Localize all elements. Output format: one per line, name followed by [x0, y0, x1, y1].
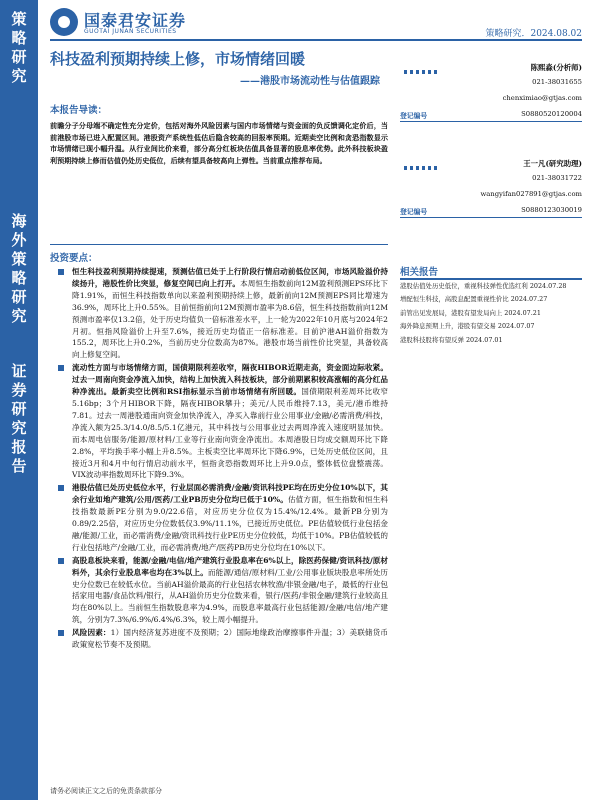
related-report-item[interactable]	[400, 309, 582, 318]
key-point-item	[58, 482, 388, 553]
guide-body: 前瞻分子分母端不确定性充分定价，包括对海外风险因素与国内市场情绪与资金面的负反馈调化定价后，当前港股市场已进入配置区间。港股资产系统性低估后隐含较高的回报率预期。近期卖空比例和贪恐指数显示市场情绪已现小幅升温。从行业间比价来看，部分高分红板块估值具备显著的股息率优势。此外科技板块盈利预期持续上修而估值仍处历史低位，后续有望具备较高向上弹性。当前重点推荐布局。	[50, 121, 388, 165]
analyst-name: 陈熙淼(分析师)	[530, 63, 582, 72]
key-point-item	[58, 627, 388, 651]
related-report-title[interactable]: 海外降息预期上升，港股有望交易	[400, 322, 496, 331]
analyst-reg-label: 登记编号	[400, 112, 428, 120]
key-points-heading: 投资要点：	[50, 253, 98, 264]
related-report-title[interactable]: 港股估值处历史低位，重视科技弹性优选红利	[400, 282, 528, 290]
analyst-divider	[400, 217, 582, 218]
key-point-item	[58, 266, 388, 361]
key-point-body: 本周恒生指数前向12M盈利预测EPS环比下降1.91%，而恒生科技指数单向以来盈利预期持续上修，最新前向12M预测EPS同比增速为36.9%，周环比上升0.55%。目前恒指前向12M预测市盈率为8.6倍，恒生科技指数前向12M预测市盈率仅13.2倍，处于历史均值负一倍标准差水平，上一轮为2022年10月底与2024年2月初。恒指风险溢价上升至7.6%，接近历史均值正一倍标准差。目前沪港AH溢价指数为155.2，周环比上升0.2%，当前历史分位数高为87%。港股市场当前性价比突显，具备较高向上修复空间。	[72, 278, 389, 360]
related-reports-heading: 相关报告	[400, 267, 439, 278]
related-reports-list	[400, 282, 582, 349]
analyst-email[interactable]: chenximiao@gtjas.com	[502, 94, 582, 102]
analyst-reg-number: S0880520120004	[521, 110, 582, 118]
square-bullet-icon	[58, 269, 64, 275]
analyst-email[interactable]: wangyifan027891@gtjas.com	[480, 190, 582, 198]
analyst-reg-number: S0880123030019	[521, 206, 582, 214]
analyst-card	[400, 62, 582, 124]
sidebar-label-report: 证券研究报告	[11, 362, 27, 475]
related-report-date: 2024.07.21	[504, 308, 541, 317]
company-logo	[50, 6, 250, 38]
header-divider	[50, 39, 582, 41]
related-report-item[interactable]	[400, 295, 582, 304]
key-point-body: 国债期限利差周环比收窄5.16bp；3个月HIBOR下降，隔夜HIBOR攀升；美元/人民币维持7.13，美元/港币维持7.81。过去一周港股通南向资金加快净流入，净买入靠前行业公用事业/金融/必需消费/科技，净流入额为25.3/14.0/8.5/5.1亿港元，其中科技与公用事业过去两周净流入速度明显加快。而本周电信服务/能源/原材料/工业等行业南向资金净流出。本周港股日均成交额周环比下降2.8%，平均换手率小幅上升8.5%。主板卖空比率周环比下降6.9%，已处历史低位区间，且接近3月和4月中旬行情启动前水平，恒指贪恐指数周环比上升9.0点，整体低位盘整震荡。VIX波动率指数周环比下降9.3%。	[72, 387, 389, 480]
sidebar-label-strategy: 策略研究	[11, 10, 27, 85]
key-point-item	[58, 555, 388, 626]
sidebar-label-overseas: 海外策略研究	[11, 212, 27, 325]
report-title: 科技盈利预期持续上修，市场情绪回暖	[50, 50, 306, 68]
related-report-item[interactable]	[400, 336, 582, 345]
analyst-phone: 021-38031655	[532, 78, 582, 86]
logo-cn-text: 国泰君安证券	[84, 11, 187, 30]
square-bullet-icon	[58, 558, 64, 564]
key-point-body: 而能源/通信/原材料/工业/公用事业版块股息率所处历史分位数已在较低水位。当前AH溢价最高的行业包括农林牧渔/非银金融/电子，最低的行业包括家用电器/食品饮料/银行，从AH溢价历史分位数来看，银行/医药/非银金融/建筑行业较高且均在80%以上。当前恒生指数股息率为4.9%，而股息率最高行业包括能源/金融/电信/地产建筑，分别为7.3%/6.9%/6.4%/6.3%，较上周小幅提升。	[72, 567, 388, 625]
related-divider	[400, 278, 582, 280]
related-report-date: 2024.07.07	[497, 322, 535, 331]
guide-divider	[50, 244, 388, 245]
analyst-name: 王一凡(研究助理)	[523, 159, 582, 168]
related-report-title[interactable]: 前管出见发展局，港股有望发局向上	[400, 308, 503, 317]
analyst-divider	[400, 121, 582, 122]
key-point-lead: 恒生科技盈利预期持续提速，预测估值已处于上行阶段行情启动前低位区间，市场风险溢价持续扬升，港股性价比突显，修复空间已向上打开。	[72, 267, 388, 288]
key-point-body: 1）国内经济复苏进度不及预期；2）国际地缘政治摩擦事件升温；3）美联储货币政策宽松节奏不及预期。	[72, 628, 388, 650]
key-point-lead: 风险因素：	[72, 628, 111, 638]
dotted-decoration	[404, 70, 438, 74]
left-color-band	[0, 0, 38, 800]
related-report-item[interactable]	[400, 322, 582, 331]
related-report-date: 2024.07.28	[529, 282, 567, 290]
key-point-lead: 港股估值已处历史低位水平，行业层面必需消费/金融/资讯科技PE均在历史分位10%以下，其余行业如地产建筑/公用/医药/工业PB历史分位均已低于10%。	[72, 483, 388, 505]
square-bullet-icon	[58, 365, 64, 371]
dotted-decoration	[404, 166, 438, 170]
disclaimer-note: 请务必阅读正文之后的免责条款部分	[50, 787, 162, 795]
report-subtitle: ——港股市场流动性与估值跟踪	[240, 76, 380, 87]
related-report-title[interactable]: 港股科技股将有望反弹	[400, 335, 464, 344]
analyst-reg-label: 登记编号	[400, 208, 428, 216]
key-point-lead: 流动性方面与市场情绪方面，国债期限利差收窄，隔夜HIBOR近期走高，资金面边际收紧。过去一周南向资金净流入加快，结构上加快流入科技板块，部分前期累积较高涨幅的高分红品种净流出。最新卖空比例和RSI指标显示当前市场情绪有所回暖。	[72, 363, 388, 397]
analyst-phone: 021-38031722	[532, 174, 582, 182]
logo-en-text: GUOTAI JUNAN SECURITIES	[84, 28, 177, 35]
related-report-item[interactable]	[400, 282, 582, 291]
category-date: 策略研究．2024.08.02	[485, 29, 582, 39]
key-points-list	[58, 266, 388, 652]
key-point-body: 估值方面，恒生指数和恒生科技指数最新PE分别为9.0/22.6倍，对应历史分位仅为15.4%/12.4%。最新PB分别为0.89/2.25倍，对应历史分位数低仅3.9%/11.1%，已接近历史低位。PE估值较低行业包括金融/能源/工业，而必需消费/金融/资讯科技行业PE历史分位较低，均低于10%。PB估值较低的行业包括地产/金融/工业，而必需消费/地产/医药PB历史分位均在10%以下。	[72, 495, 389, 552]
square-bullet-icon	[58, 630, 64, 636]
related-report-date: 2024.07.27	[510, 295, 548, 304]
key-point-item	[58, 362, 388, 481]
guide-heading: 本报告导读：	[50, 105, 108, 116]
logo-mark-icon	[50, 8, 78, 36]
analyst-card	[400, 158, 582, 220]
square-bullet-icon	[58, 485, 64, 491]
related-report-date: 2024.07.01	[465, 335, 503, 344]
related-report-title[interactable]: 增配恒生科技，高股息配置重视性价比	[400, 295, 509, 304]
key-point-lead: 高股息板块来看，能源/金融/电信/地产建筑行业股息率在6%以上，除医药保健/资讯科技/原材料外，其余行业股息率也均在3%以上。	[72, 555, 388, 577]
